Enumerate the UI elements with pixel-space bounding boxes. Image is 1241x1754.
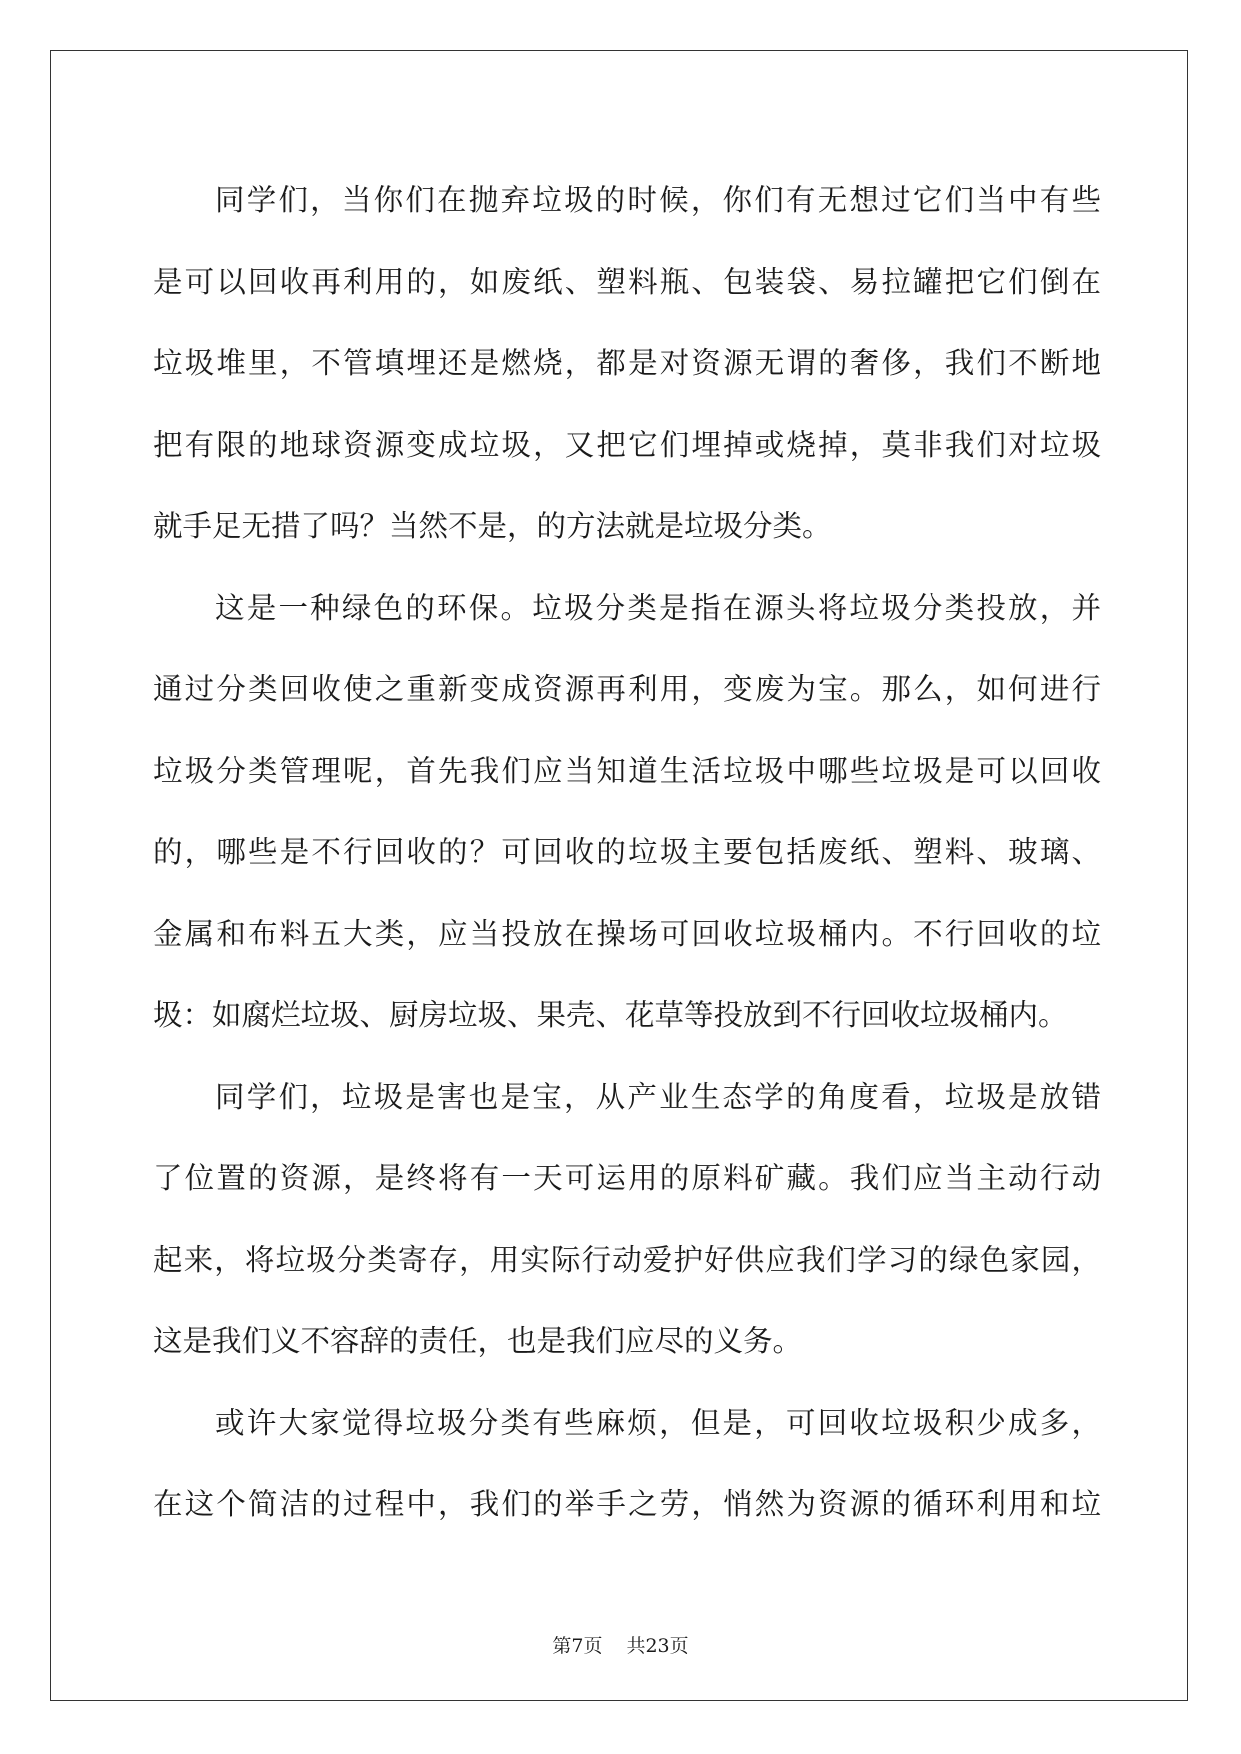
paragraph-line: 这是一种绿色的环保。垃圾分类是指在源头将垃圾分类投放，并 bbox=[215, 590, 1101, 625]
paragraph-line: 通过分类回收使之重新变成资源再利用，变废为宝。那么，如何进行 bbox=[153, 672, 1101, 706]
paragraph-line: 是可以回收再利用的，如废纸、塑料瓶、包装袋、易拉罐把它们倒在 bbox=[153, 264, 1101, 299]
page-number-total: 共23页 bbox=[626, 1635, 689, 1657]
paragraph-line: 这是我们义不容辞的责任，也是我们应尽的义务。 bbox=[153, 1324, 803, 1358]
paragraph-line: 把有限的地球资源变成垃圾，又把它们埋掉或烧掉，莫非我们对垃圾 bbox=[153, 427, 1101, 462]
paragraph-line: 金属和布料五大类，应当投放在操场可回收垃圾桶内。不行回收的垃 bbox=[153, 916, 1101, 951]
paragraph-line: 垃圾堆里，不管填埋还是燃烧，都是对资源无谓的奢侈，我们不断地 bbox=[153, 346, 1101, 380]
paragraph-line: 圾：如腐烂垃圾、厨房垃圾、果壳、花草等投放到不行回收垃圾桶内。 bbox=[153, 998, 1068, 1032]
page-footer bbox=[0, 1634, 1241, 1658]
paragraph-line: 的，哪些是不行回收的？可回收的垃圾主要包括废纸、塑料、玻璃、 bbox=[153, 835, 1101, 869]
page-number-current: 第7页 bbox=[552, 1635, 603, 1657]
paragraph-line: 起来，将垃圾分类寄存，用实际行动爱护好供应我们学习的绿色家园， bbox=[153, 1242, 1101, 1277]
paragraph-line: 同学们，垃圾是害也是宝，从产业生态学的角度看，垃圾是放错 bbox=[215, 1079, 1101, 1114]
paragraph-line: 在这个简洁的过程中，我们的举手之劳，悄然为资源的循环利用和垃 bbox=[153, 1487, 1101, 1521]
paragraph-line: 就手足无措了吗？当然不是，的方法就是垃圾分类。 bbox=[153, 509, 832, 543]
paragraph-line: 了位置的资源，是终将有一天可运用的原料矿藏。我们应当主动行动 bbox=[153, 1161, 1101, 1195]
document-body bbox=[153, 160, 1101, 1546]
paragraph-line: 同学们，当你们在抛弃垃圾的时候，你们有无想过它们当中有些 bbox=[215, 183, 1101, 217]
paragraph-line: 垃圾分类管理呢，首先我们应当知道生活垃圾中哪些垃圾是可以回收 bbox=[153, 753, 1101, 788]
paragraph-line: 或许大家觉得垃圾分类有些麻烦，但是，可回收垃圾积少成多， bbox=[215, 1405, 1101, 1440]
